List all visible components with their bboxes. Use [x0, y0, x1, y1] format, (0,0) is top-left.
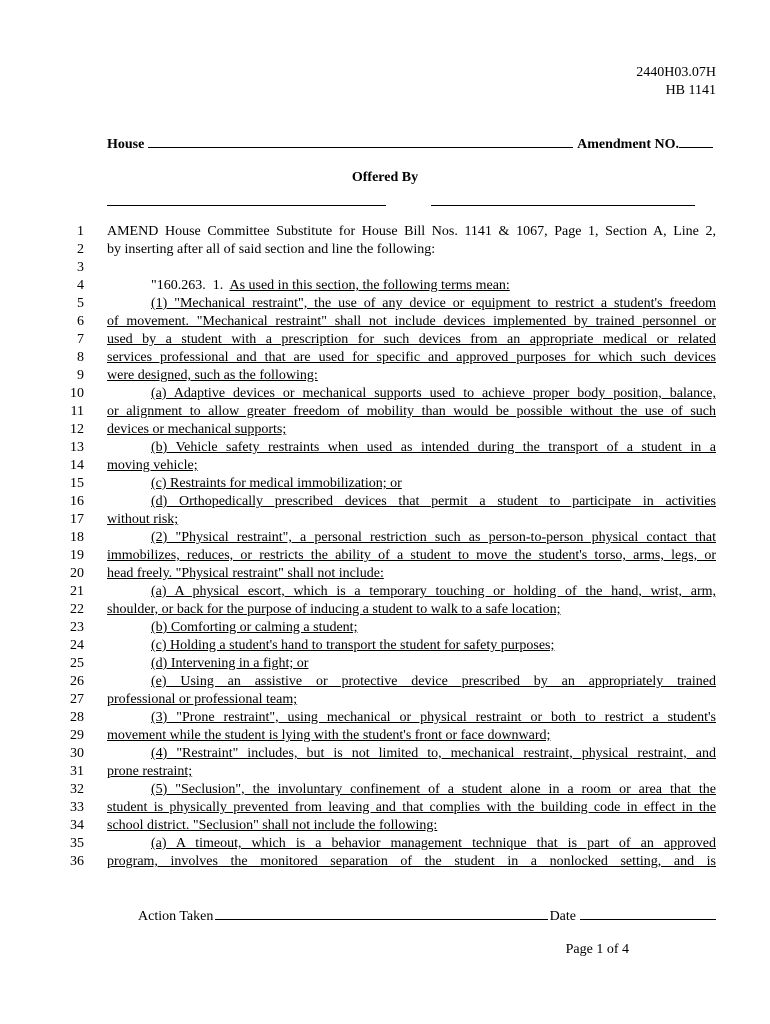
action-taken-label: Action Taken	[138, 909, 214, 924]
line-text	[151, 619, 357, 637]
line-text	[107, 601, 561, 619]
line-body: (e) Using an assistive or protective device prescribed by an appropriately trained	[151, 674, 716, 689]
line-7	[0, 331, 770, 349]
line-text	[107, 331, 716, 349]
line-text	[151, 385, 716, 403]
line-text	[151, 583, 716, 601]
line-text	[107, 817, 437, 835]
line-text	[107, 457, 198, 475]
line-body: (d) Orthopedically prescribed devices that permit a student to participate in activities	[151, 494, 716, 509]
line-text	[151, 655, 308, 673]
line-10	[0, 385, 770, 403]
line-number: 8	[77, 350, 84, 365]
line-text	[151, 835, 716, 853]
line-number: 9	[77, 368, 84, 383]
line-number: 11	[70, 404, 84, 419]
line-body: by inserting after all of said section and line the following:	[107, 242, 436, 257]
line-body: prone restraint;	[107, 764, 193, 779]
line-15	[0, 475, 770, 493]
line-body: moving vehicle;	[107, 458, 198, 473]
line-28	[0, 709, 770, 727]
line-body: services professional and that are used for specific and approved purposes for which such devices	[107, 350, 716, 365]
line-body: head freely. "Physical restraint" shall not include:	[107, 566, 384, 581]
line-number: 4	[77, 278, 84, 293]
line-text	[151, 637, 554, 655]
line-number: 6	[77, 314, 84, 329]
line-text	[151, 277, 510, 295]
line-body: or alignment to allow greater freedom of mobility than would be possible without the use of such	[107, 404, 716, 419]
line-body: were designed, such as the following:	[107, 368, 318, 383]
line-1	[0, 223, 770, 241]
line-text	[107, 367, 318, 385]
line-text	[151, 709, 716, 727]
line-text	[151, 439, 716, 457]
line-text	[107, 853, 716, 871]
line-number: 25	[70, 656, 84, 671]
line-text	[107, 727, 550, 745]
line-number: 29	[70, 728, 84, 743]
line-body: used by a student with a prescription for such devices from an appropriate medical or related	[107, 332, 716, 347]
line-5	[0, 295, 770, 313]
line-number: 15	[70, 476, 84, 491]
line-number: 13	[70, 440, 84, 455]
line-text	[151, 781, 716, 799]
line-text	[151, 295, 716, 313]
line-text	[107, 241, 435, 259]
line-13	[0, 439, 770, 457]
line-body: (d) Intervening in a fight; or	[151, 656, 309, 671]
line-number: 36	[70, 854, 84, 869]
line-25	[0, 655, 770, 673]
line-18	[0, 529, 770, 547]
line-number: 3	[77, 260, 84, 275]
line-text	[151, 673, 716, 691]
line-body: movement while the student is lying with the student's front or face downward;	[107, 728, 551, 743]
date-label: Date	[549, 909, 576, 924]
line-body: (c) Holding a student's hand to transport the student for safety purposes;	[151, 638, 555, 653]
line-body: (b) Vehicle safety restraints when used as intended during the transport of a student in a	[151, 440, 716, 455]
line-number: 26	[70, 674, 84, 689]
line-31	[0, 763, 770, 781]
line-number: 2	[77, 242, 84, 257]
line-number: 5	[77, 296, 84, 311]
line-text	[107, 565, 384, 583]
line-body: of movement. "Mechanical restraint" shall not include devices implemented by trained personnel or	[107, 314, 716, 329]
page-number: Page 1 of 4	[565, 942, 629, 957]
line-number: 21	[70, 584, 84, 599]
line-number: 23	[70, 620, 84, 635]
line-number: 1	[77, 224, 84, 239]
line-number: 27	[70, 692, 84, 707]
line-number: 31	[70, 764, 84, 779]
line-20	[0, 565, 770, 583]
line-body: (b) Comforting or calming a student;	[151, 620, 358, 635]
line-number: 14	[70, 458, 84, 473]
line-body: school district. "Seclusion" shall not include the following:	[107, 818, 438, 833]
line-text	[107, 547, 716, 565]
line-number: 34	[70, 818, 84, 833]
line-body: (2) "Physical restraint", a personal restriction such as person-to-person physical contact that	[151, 530, 716, 545]
amendment-label: Amendment NO.	[577, 137, 679, 152]
line-23	[0, 619, 770, 637]
offered-by-label: Offered By	[351, 170, 419, 185]
line-number: 35	[70, 836, 84, 851]
line-4	[0, 277, 770, 295]
line-30	[0, 745, 770, 763]
line-text	[107, 799, 716, 817]
house-amendment-line	[107, 134, 713, 153]
line-body: (a) A physical escort, which is a temporary touching or holding of the hand, wrist, arm,	[151, 584, 716, 599]
line-number: 30	[70, 746, 84, 761]
amendment-number-blank	[679, 134, 713, 148]
offered-by-signature-line-left	[107, 205, 386, 206]
line-body: shoulder, or back for the purpose of inducing a student to walk to a safe location;	[107, 602, 561, 617]
line-3	[0, 259, 770, 277]
offered-by-signature-line-right	[431, 205, 695, 206]
line-34	[0, 817, 770, 835]
line-17	[0, 511, 770, 529]
line-27	[0, 691, 770, 709]
line-text	[151, 493, 716, 511]
line-body: (3) "Prone restraint", using mechanical or physical restraint or both to restrict a student's	[151, 710, 716, 725]
line-number: 7	[77, 332, 84, 347]
date-blank	[580, 906, 716, 920]
line-number: 20	[70, 566, 84, 581]
line-32	[0, 781, 770, 799]
line-body: devices or mechanical supports;	[107, 422, 287, 437]
line-body: professional or professional team;	[107, 692, 298, 707]
line-text	[107, 511, 178, 529]
line-body: As used in this section, the following terms mean:	[229, 278, 510, 293]
line-33	[0, 799, 770, 817]
line-9	[0, 367, 770, 385]
bill-number: HB 1141	[665, 83, 716, 98]
line-number: 10	[70, 386, 84, 401]
line-number: 33	[70, 800, 84, 815]
line-number: 28	[70, 710, 84, 725]
line-body: (4) "Restraint" includes, but is not limited to, mechanical restraint, physical restraint, and	[151, 746, 716, 761]
line-14	[0, 457, 770, 475]
line-number: 18	[70, 530, 84, 545]
line-body: (a) A timeout, which is a behavior management technique that is part of an approved	[151, 836, 716, 851]
line-24	[0, 637, 770, 655]
line-text	[151, 529, 716, 547]
amendment-text	[0, 223, 770, 871]
line-body: student is physically prevented from leaving and that complies with the building code in effect in the	[107, 800, 716, 815]
line-text	[107, 421, 286, 439]
action-taken-line	[138, 906, 716, 925]
line-number: 22	[70, 602, 84, 617]
doc-code: 2440H03.07H	[636, 65, 716, 80]
line-body: AMEND House Committee Substitute for House Bill Nos. 1141 & 1067, Page 1, Section A, Line 2,	[107, 224, 716, 239]
line-number: 12	[70, 422, 84, 437]
line-12	[0, 421, 770, 439]
house-label: House	[107, 137, 145, 152]
line-number: 16	[70, 494, 84, 509]
line-36	[0, 853, 770, 871]
line-body: (a) Adaptive devices or mechanical supports used to achieve proper body position, balance,	[151, 386, 716, 401]
line-26	[0, 673, 770, 691]
line-number: 24	[70, 638, 84, 653]
line-number: 17	[70, 512, 84, 527]
line-body: (5) "Seclusion", the involuntary confinement of a student alone in a room or area that the	[151, 782, 716, 797]
house-blank-line	[148, 134, 573, 148]
line-22	[0, 601, 770, 619]
line-35	[0, 835, 770, 853]
line-body: without risk;	[107, 512, 179, 527]
line-number: 19	[70, 548, 84, 563]
line-body: (c) Restraints for medical immobilization; or	[151, 476, 402, 491]
line-body: (1) "Mechanical restraint", the use of any device or equipment to restrict a student's freedom	[151, 296, 716, 311]
line-text	[151, 475, 402, 493]
line-6	[0, 313, 770, 331]
line-body: program, involves the monitored separation of the student in a nonlocked setting, and is	[107, 854, 716, 869]
section-prefix: "160.263. 1.	[151, 278, 230, 293]
line-8	[0, 349, 770, 367]
document-code-block	[636, 64, 716, 100]
line-number: 32	[70, 782, 84, 797]
action-taken-blank	[215, 906, 547, 920]
line-19	[0, 547, 770, 565]
line-text	[107, 763, 192, 781]
line-text	[107, 403, 716, 421]
line-text	[107, 313, 716, 331]
line-2	[0, 241, 770, 259]
line-body: immobilizes, reduces, or restricts the ability of a student to move the student's torso, arms, legs, or	[107, 548, 716, 563]
line-11	[0, 403, 770, 421]
line-text	[107, 223, 716, 241]
line-text	[107, 691, 297, 709]
line-29	[0, 727, 770, 745]
line-21	[0, 583, 770, 601]
line-16	[0, 493, 770, 511]
line-text	[151, 745, 716, 763]
line-text	[107, 349, 716, 367]
